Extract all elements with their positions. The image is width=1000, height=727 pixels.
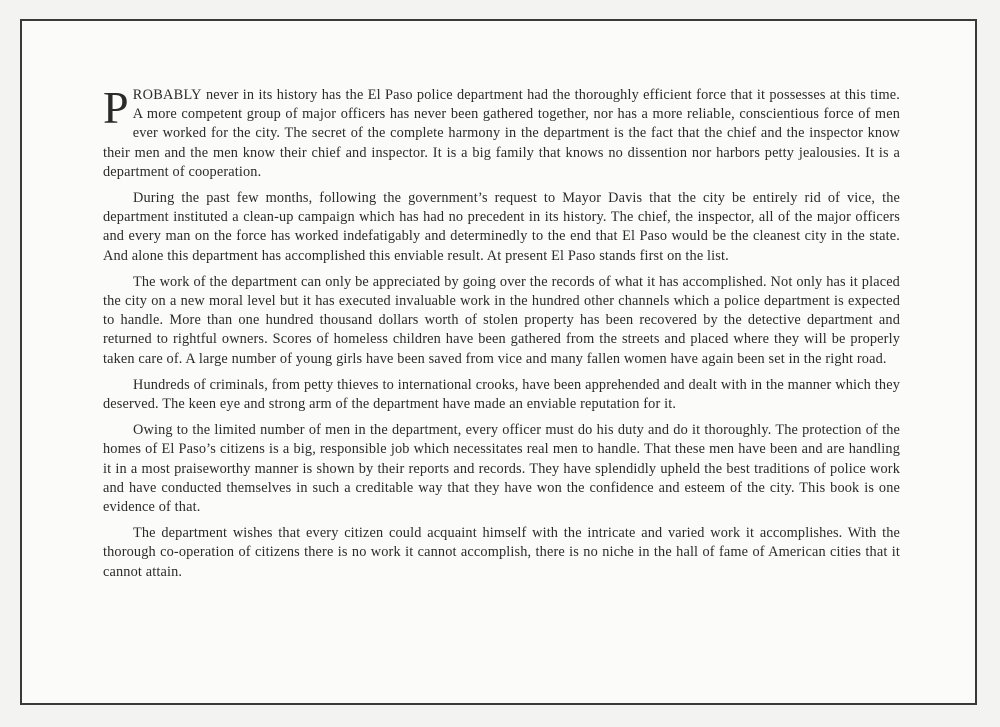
paragraph-1-text: never in its history has the El Paso police department had the thoroughly efficient force that it possesses at this time. A more competent group of major officers has never been gathered together, nor has a more reliable, conscientious force of men ever worked for the city. The secret of the complete harmony in the department is the fact that the chief and the inspector know their men and the men know their chief and inspector. It is a big family that knows no dissention nor harbors petty jealousies. It is a department of cooperation. — [103, 87, 900, 180]
paragraph-2: During the past few months, following the government’s request to Mayor Davis that the city be entirely rid of vice, the department instituted a clean-up campaign which has had no precedent in its history. The chief, the inspector, all of the major officers and every man on the force has worked indefatigably and determinedly to the end that El Paso would be the cleanest city in the state. And alone this department has accomplished this enviable result. At present El Paso stands first on the list. — [103, 190, 900, 264]
paragraph-4: Hundreds of criminals, from petty thieves to international crooks, have been apprehended and dealt with in the manner which they deserved. The keen eye and strong arm of the department have made an enviable reputation for it. — [103, 376, 900, 413]
paragraph-1 — [103, 82, 900, 182]
first-word-rest: ROBABLY — [132, 87, 202, 103]
paragraph-6: The department wishes that every citizen could acquaint himself with the intricate and varied work it accomplishes. With the thorough co-operation of citizens there is no work it cannot accomplish, there is no niche in the hall of fame of American cities that it cannot attain. — [103, 525, 900, 580]
paragraph-5: Owing to the limited number of men in the department, every officer must do his duty and do it thoroughly. The protection of the homes of El Paso’s citizens is a big, responsible job which necessitates real men to handle. That these men have been and are handling it in a most praiseworthy manner is shown by their reports and records. They have splendidly upheld the best traditions of police work and have conducted themselves in such a creditable way that they have won the confidence and esteem of the city. This book is one evidence of that. — [103, 422, 900, 516]
drop-cap: P — [103, 82, 129, 133]
paragraph-3: The work of the department can only be appreciated by going over the records of what it has accomplished. Not only has it placed the city on a new moral level but it has executed invaluable work in the hundred other channels which a police department is expected to handle. More than one hundred thousand dollars worth of stolen property has been recovered by the detective department and returned to rightful owners. Scores of homeless children have been gathered from the streets and placed where they will be properly taken care of. A large number of young girls have been saved from vice and many fallen women have again been set in the right road. — [103, 273, 900, 367]
body-text — [103, 82, 900, 589]
